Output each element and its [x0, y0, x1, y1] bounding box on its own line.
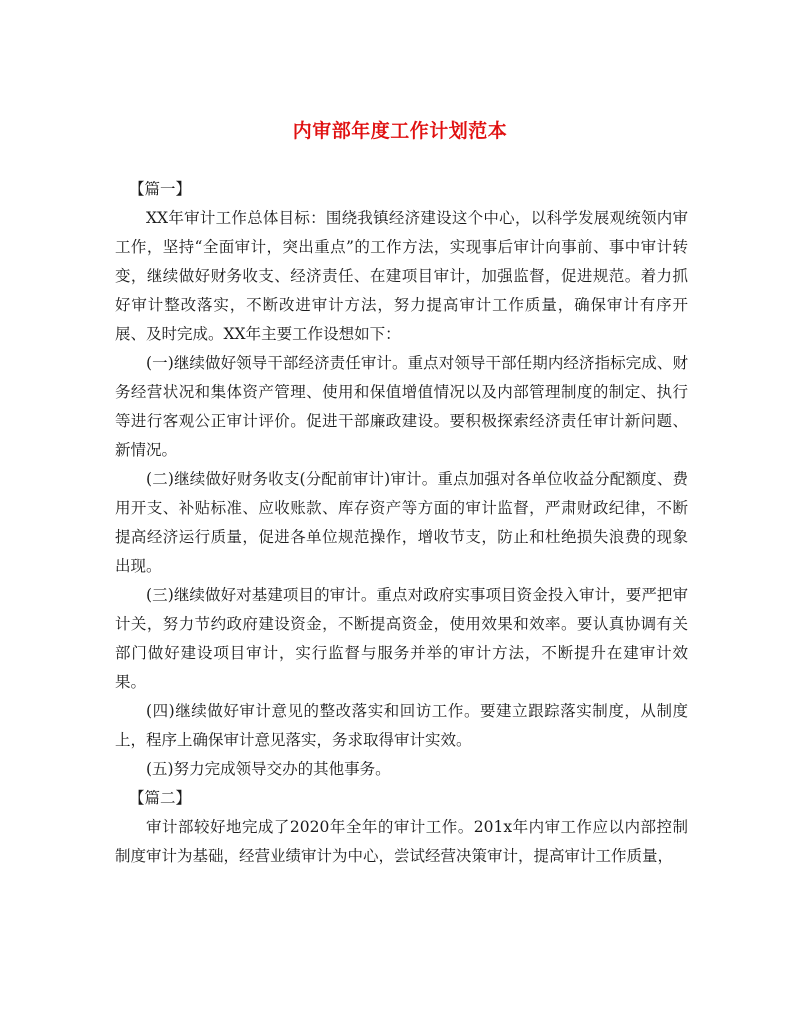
section1-item-1: (一)继续做好领导干部经济责任审计。重点对领导干部任期内经济指标完成、财务经营状况和集体资产管理、使用和保值增值情况以及内部管理制度的制定、执行等进行客观公正审计评价。促进干部廉政建设。要积极探索经济责任审计新问题、新情况。 [115, 354, 688, 459]
section1-intro-paragraph: XX年审计工作总体目标：围绕我镇经济建设这个中心，以科学发展观统领内审工作，坚持“全面审计，突出重点”的工作方法，实现事后审计向事前、事中审计转变，继续做好财务收支、经济责任、在建项目审计，加强监督，促进规范。着力抓好审计整改落实，不断改进审计方法，努力提高审计工作质量，确保审计有序开展、及时完成。XX年主要工作设想如下： [115, 209, 688, 343]
document-body [115, 175, 688, 871]
section2-intro-paragraph: 审计部较好地完成了2020年全年的审计工作。201x年内审工作应以内部控制制度审计为基础，经营业绩审计为中心，尝试经营决策审计，提高审计工作质量， [115, 818, 688, 865]
section1-item-2: (二)继续做好财务收支(分配前审计)审计。重点加强对各单位收益分配额度、费用开支、补贴标准、应收账款、库存资产等方面的审计监督，严肃财政纪律，不断提高经济运行质量，促进各单位规范操作，增收节支，防止和杜绝损失浪费的现象出现。 [115, 470, 688, 575]
section1-item-4: (四)继续做好审计意见的整改落实和回访工作。要建立跟踪落实制度，从制度上，程序上确保审计意见落实，务求取得审计实效。 [115, 702, 688, 749]
document-title: 内审部年度工作计划范本 [292, 120, 508, 142]
section1-item-5: (五)努力完成领导交办的其他事务。 [146, 760, 391, 778]
section-heading-1: 【篇一】 [129, 180, 192, 198]
section-heading-2: 【篇二】 [129, 789, 192, 807]
section1-item-3: (三)继续做好对基建项目的审计。重点对政府实事项目资金投入审计，要严把审计关，努力节约政府建设资金，不断提高资金，使用效果和效率。要认真协调有关部门做好建设项目审计，实行监督与服务并举的审计方法，不断提升在建审计效果。 [115, 586, 688, 691]
